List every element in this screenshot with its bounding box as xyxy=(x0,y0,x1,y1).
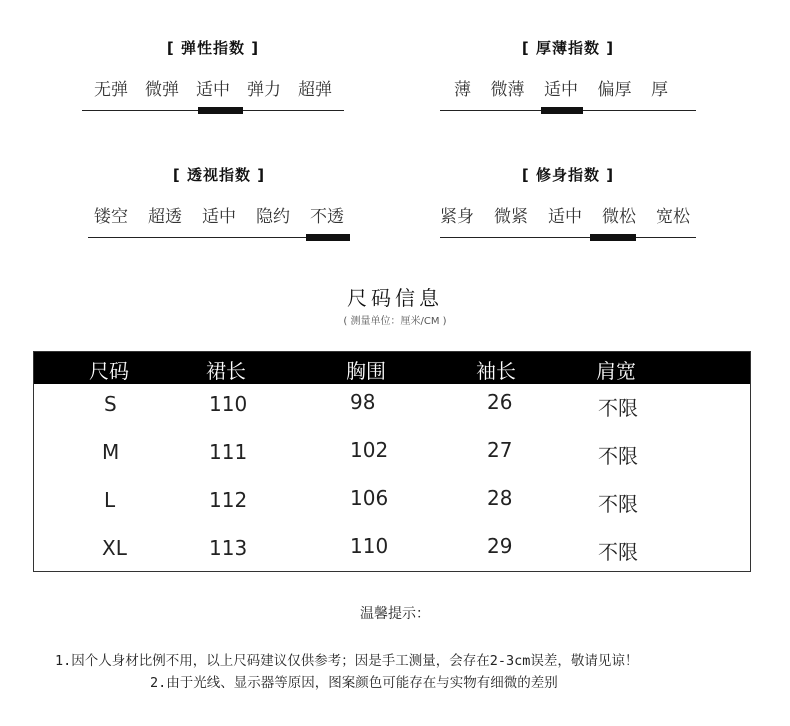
size-table xyxy=(33,351,751,572)
elasticity-option: 超弹 xyxy=(298,80,332,100)
elasticity-option-selected: 适中 xyxy=(196,80,230,100)
fit-option: 微紧 xyxy=(494,207,528,227)
cell-shoulder: 不限 xyxy=(598,492,638,516)
cell-shoulder: 不限 xyxy=(598,540,638,564)
thickness-option: 偏厚 xyxy=(597,80,632,100)
cell-bust: 106 xyxy=(350,486,389,510)
cell-size: L xyxy=(104,488,116,512)
header-length: 裙长 xyxy=(206,359,246,383)
fit-option: 适中 xyxy=(548,207,582,227)
thickness-options xyxy=(440,75,696,100)
elasticity-selected-marker xyxy=(198,107,243,114)
notice-line-1: 1.因个人身材比例不用，以上尺码建议仅供参考；因是手工测量，会存在2-3cm误差，敬请见谅！ xyxy=(55,653,639,669)
elasticity-option: 微弹 xyxy=(145,80,179,100)
cell-sleeve: 26 xyxy=(487,390,513,414)
elasticity-option: 弹力 xyxy=(247,80,281,100)
transparency-options xyxy=(88,202,350,227)
table-row xyxy=(34,390,750,438)
cell-shoulder: 不限 xyxy=(598,444,638,468)
cell-bust: 110 xyxy=(350,534,389,558)
elasticity-options xyxy=(82,75,344,100)
cell-size: S xyxy=(104,392,117,416)
header-sleeve: 袖长 xyxy=(476,359,516,383)
notice-title: 温馨提示： xyxy=(360,606,430,622)
fit-index-title: [ 修身指数 ] xyxy=(521,166,615,184)
cell-sleeve: 28 xyxy=(487,486,513,510)
size-info-subtitle: ( 测量单位：厘米/CM ) xyxy=(343,316,447,327)
transparency-option: 超透 xyxy=(148,207,182,227)
header-bust: 胸围 xyxy=(346,359,386,383)
cell-length: 111 xyxy=(209,440,248,464)
transparency-option: 适中 xyxy=(202,207,236,227)
thickness-index-title: [ 厚薄指数 ] xyxy=(521,39,615,57)
elasticity-index xyxy=(82,37,344,117)
transparency-index xyxy=(88,164,350,244)
transparency-option: 镂空 xyxy=(94,207,128,227)
cell-bust: 102 xyxy=(350,438,389,462)
elasticity-index-title: [ 弹性指数 ] xyxy=(166,39,260,57)
cell-size: M xyxy=(102,440,120,464)
elasticity-option: 无弹 xyxy=(94,80,128,100)
transparency-index-title: [ 透视指数 ] xyxy=(172,166,266,184)
cell-sleeve: 29 xyxy=(487,534,513,558)
cell-size: XL xyxy=(102,536,127,560)
table-row xyxy=(34,438,750,486)
size-info-title: 尺码信息 xyxy=(347,286,443,310)
cell-length: 110 xyxy=(209,392,248,416)
notice-line-2: 2.由于光线、显示器等原因，图案颜色可能存在与实物有细微的差别 xyxy=(150,675,558,691)
thickness-option: 微薄 xyxy=(490,80,525,100)
header-shoulder: 肩宽 xyxy=(596,359,636,383)
size-table-header xyxy=(34,352,750,384)
cell-bust: 98 xyxy=(350,390,376,414)
fit-selected-marker xyxy=(590,234,636,241)
thickness-option: 厚 xyxy=(651,80,668,100)
table-row xyxy=(34,486,750,534)
header-size: 尺码 xyxy=(89,359,129,383)
fit-option-selected: 微松 xyxy=(602,207,636,227)
thickness-selected-marker xyxy=(541,107,583,114)
cell-sleeve: 27 xyxy=(487,438,513,462)
transparency-option-selected: 不透 xyxy=(310,207,344,227)
cell-length: 113 xyxy=(209,536,248,560)
thickness-index xyxy=(440,37,696,117)
thickness-option: 薄 xyxy=(454,80,471,100)
transparency-selected-marker xyxy=(306,234,350,241)
cell-length: 112 xyxy=(209,488,248,512)
thickness-option-selected: 适中 xyxy=(544,80,578,100)
fit-option: 宽松 xyxy=(656,207,690,227)
table-row xyxy=(34,534,750,582)
cell-shoulder: 不限 xyxy=(598,396,638,420)
transparency-option: 隐约 xyxy=(256,207,290,227)
fit-options xyxy=(440,202,696,227)
fit-option: 紧身 xyxy=(440,207,474,227)
fit-index xyxy=(440,164,696,244)
fit-scale-line xyxy=(440,237,696,238)
